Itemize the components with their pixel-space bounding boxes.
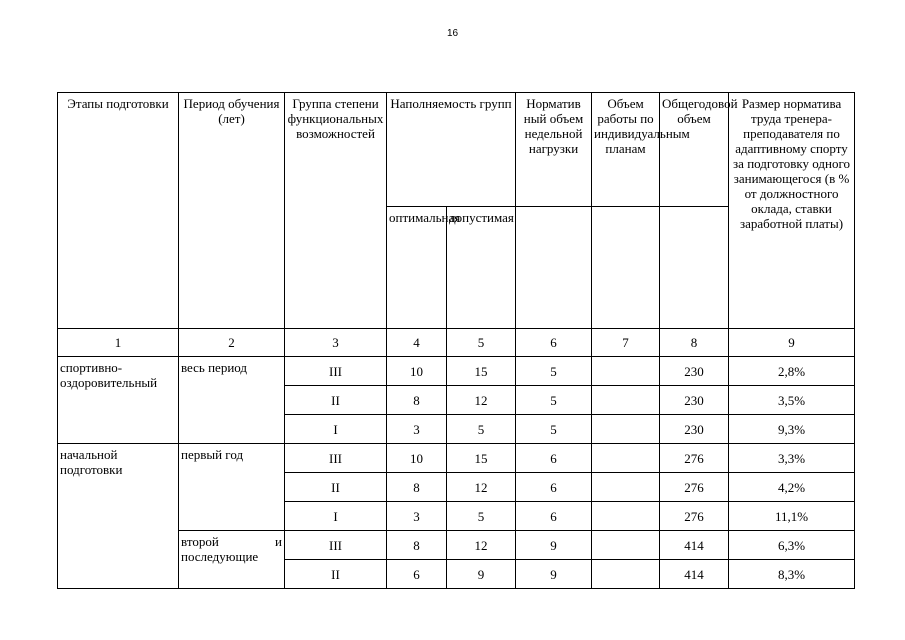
weekly-load-cell: 6 <box>516 502 592 531</box>
rate-cell: 3,3% <box>729 444 855 473</box>
column-numbers-row <box>58 329 855 357</box>
header-stage: Этапы подготовки <box>58 93 179 329</box>
allowed-cell: 12 <box>447 531 516 560</box>
header-empty-8 <box>660 207 729 329</box>
optimal-cell: 8 <box>387 473 447 502</box>
rate-cell: 11,1% <box>729 502 855 531</box>
column-number: 7 <box>592 329 660 357</box>
weekly-load-cell: 9 <box>516 531 592 560</box>
weekly-load-cell: 5 <box>516 386 592 415</box>
column-number: 5 <box>447 329 516 357</box>
page-number: 16 <box>446 28 459 39</box>
weekly-load-cell: 5 <box>516 415 592 444</box>
header-annual-volume: Общегодовой объем <box>660 93 729 207</box>
table-row <box>58 444 855 473</box>
column-number: 4 <box>387 329 447 357</box>
individual-plan-cell <box>592 444 660 473</box>
column-number: 6 <box>516 329 592 357</box>
annual-volume-cell: 276 <box>660 444 729 473</box>
rate-cell: 8,3% <box>729 560 855 589</box>
stage-name: спортивно-оздоровительный <box>58 357 179 444</box>
period-name: второй и последующие <box>179 531 285 589</box>
individual-plan-cell <box>592 502 660 531</box>
column-number: 8 <box>660 329 729 357</box>
header-optimal: оптимальная <box>387 207 447 329</box>
optimal-cell: 3 <box>387 415 447 444</box>
individual-plan-cell <box>592 560 660 589</box>
optimal-cell: 6 <box>387 560 447 589</box>
annual-volume-cell: 230 <box>660 357 729 386</box>
header-group: Группа степени функциональных возможностей <box>285 93 387 329</box>
annual-volume-cell: 276 <box>660 473 729 502</box>
allowed-cell: 5 <box>447 415 516 444</box>
group-cell: II <box>285 560 387 589</box>
optimal-cell: 8 <box>387 531 447 560</box>
header-allowed: допустимая <box>447 207 516 329</box>
weekly-load-cell: 9 <box>516 560 592 589</box>
group-cell: II <box>285 386 387 415</box>
allowed-cell: 15 <box>447 357 516 386</box>
group-cell: III <box>285 531 387 560</box>
period-name: весь период <box>179 357 285 444</box>
allowed-cell: 5 <box>447 502 516 531</box>
group-cell: I <box>285 502 387 531</box>
rate-cell: 6,3% <box>729 531 855 560</box>
group-cell: III <box>285 357 387 386</box>
header-empty-6 <box>516 207 592 329</box>
rate-cell: 9,3% <box>729 415 855 444</box>
column-number: 3 <box>285 329 387 357</box>
individual-plan-cell <box>592 357 660 386</box>
optimal-cell: 3 <box>387 502 447 531</box>
rate-cell: 2,8% <box>729 357 855 386</box>
rate-cell: 3,5% <box>729 386 855 415</box>
header-weekly-load: Норматив ный объем недельной нагрузки <box>516 93 592 207</box>
header-occupancy: Наполняемость групп <box>387 93 516 207</box>
header-individual-plans: Объем работы по индивидуальным планам <box>592 93 660 207</box>
annual-volume-cell: 276 <box>660 502 729 531</box>
allowed-cell: 12 <box>447 473 516 502</box>
stage-name: начальной подготовки <box>58 444 179 589</box>
annual-volume-cell: 230 <box>660 386 729 415</box>
optimal-cell: 10 <box>387 357 447 386</box>
individual-plan-cell <box>592 386 660 415</box>
allowed-cell: 12 <box>447 386 516 415</box>
group-cell: III <box>285 444 387 473</box>
individual-plan-cell <box>592 473 660 502</box>
weekly-load-cell: 5 <box>516 357 592 386</box>
allowed-cell: 9 <box>447 560 516 589</box>
header-rate: Размер норматива труда тренера-преподавателя по адаптивному спорту за подготовку одного занимающегося (в % от должностного оклада, ставки заработной платы) <box>729 93 855 329</box>
column-number: 9 <box>729 329 855 357</box>
weekly-load-cell: 6 <box>516 444 592 473</box>
annual-volume-cell: 230 <box>660 415 729 444</box>
table-row <box>58 357 855 386</box>
optimal-cell: 10 <box>387 444 447 473</box>
individual-plan-cell <box>592 415 660 444</box>
header-empty-7 <box>592 207 660 329</box>
optimal-cell: 8 <box>387 386 447 415</box>
rate-cell: 4,2% <box>729 473 855 502</box>
group-cell: II <box>285 473 387 502</box>
norms-table <box>57 92 855 589</box>
annual-volume-cell: 414 <box>660 560 729 589</box>
column-number: 2 <box>179 329 285 357</box>
weekly-load-cell: 6 <box>516 473 592 502</box>
period-name: первый год <box>179 444 285 531</box>
column-number: 1 <box>58 329 179 357</box>
header-period: Период обучения (лет) <box>179 93 285 329</box>
group-cell: I <box>285 415 387 444</box>
header-row-top <box>58 93 855 207</box>
individual-plan-cell <box>592 531 660 560</box>
annual-volume-cell: 414 <box>660 531 729 560</box>
allowed-cell: 15 <box>447 444 516 473</box>
